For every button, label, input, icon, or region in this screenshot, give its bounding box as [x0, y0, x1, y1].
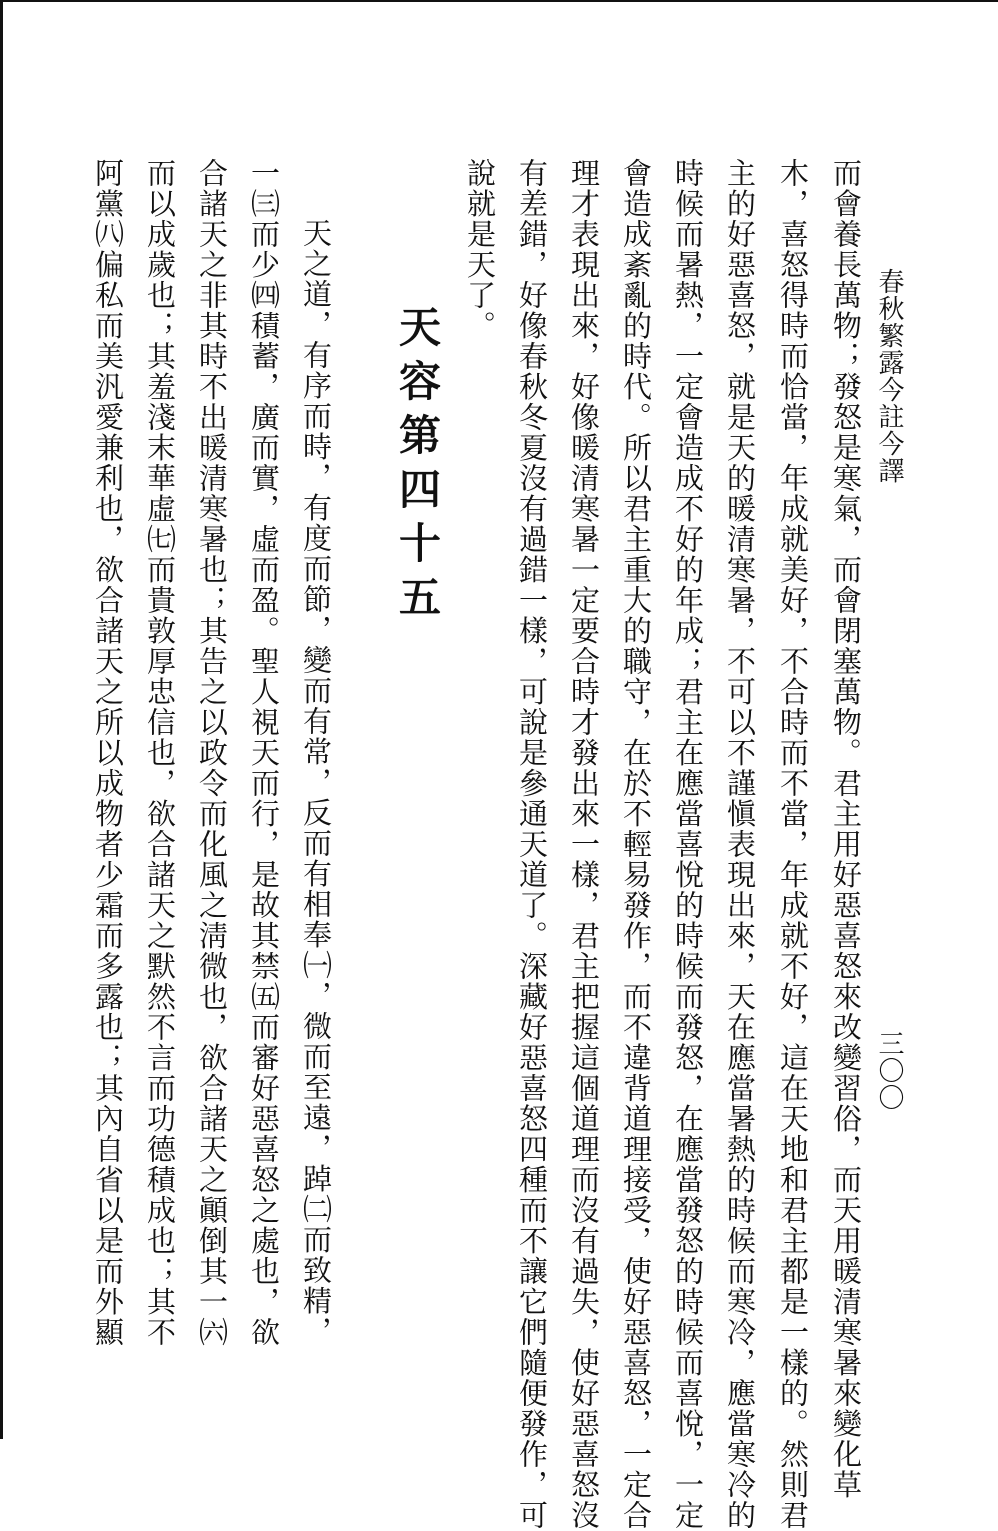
translation-line: 說就是天了。: [463, 158, 497, 341]
page-number: 三〇〇: [874, 1030, 904, 1111]
translation-line: 而會養長萬物；發怒是寒氣，而會閉塞萬物。君主用好惡喜怒來改變習俗，而天用暖清寒暑來變化草: [829, 158, 863, 1500]
translation-line: 理才表現出來，好像暖清寒暑一定要合時才發出來一樣，君主把握這個道理而沒有過失，使好惡喜怒沒: [567, 158, 601, 1531]
translation-line: 主的好惡喜怒，就是天的暖清寒暑，不可以不謹愼表現出來，天在應當暑熱的時候而寒冷，應當寒冷的: [723, 158, 757, 1531]
source-text-line: 而以成歲也；其羞淺末華虛㈦而貴敦厚忠信也，欲合諸天之默然不言而功德積成也；其不: [143, 158, 177, 1348]
page-top-border: [0, 0, 998, 2]
page-left-border: [0, 0, 3, 1439]
translation-line: 會造成紊亂的時代。所以君主重大的職守，在於不輕易發作，而不違背道理接受，使好惡喜怒，一定合: [619, 158, 653, 1531]
translation-line: 時候而暑熱，一定會造成不好的年成；君主在應當喜悅的時候而發怒，在應當發怒的時候而喜悅，一定: [671, 158, 705, 1531]
source-text-line: 一㈢而少㈣積蓄，廣而實，虛而盈。聖人視天而行，是故其禁㈤而審好惡喜怒之處也，欲: [247, 158, 281, 1348]
running-title: 春秋繁露今註今譯: [874, 268, 904, 484]
chapter-title: 天容第四十五: [393, 305, 442, 629]
translation-line: 木，喜怒得時而恰當，年成就美好，不合時而不當，年成就不好，這在天地和君主都是一樣的。然則君: [776, 158, 810, 1531]
source-text-line: 阿黨㈧偏私而美汎愛兼利也，欲合諸天之所以成物者少霜而多露也；其內自省以是而外顯: [91, 158, 125, 1348]
translation-line: 有差錯，好像春秋冬夏沒有過錯一樣，可說是參通天道了。深藏好惡喜怒四種而不讓它們隨便發作，可: [515, 158, 549, 1531]
source-text-line: 天之道，有序而時，有度而節，變而有常，反而有相奉㈠，微而至遠，踔㈡而致精，: [299, 218, 333, 1347]
source-text-line: 合諸天之非其時不出暖清寒暑也；其告之以政令而化風之淸微也，欲合諸天之顚倒其一㈥: [195, 158, 229, 1348]
